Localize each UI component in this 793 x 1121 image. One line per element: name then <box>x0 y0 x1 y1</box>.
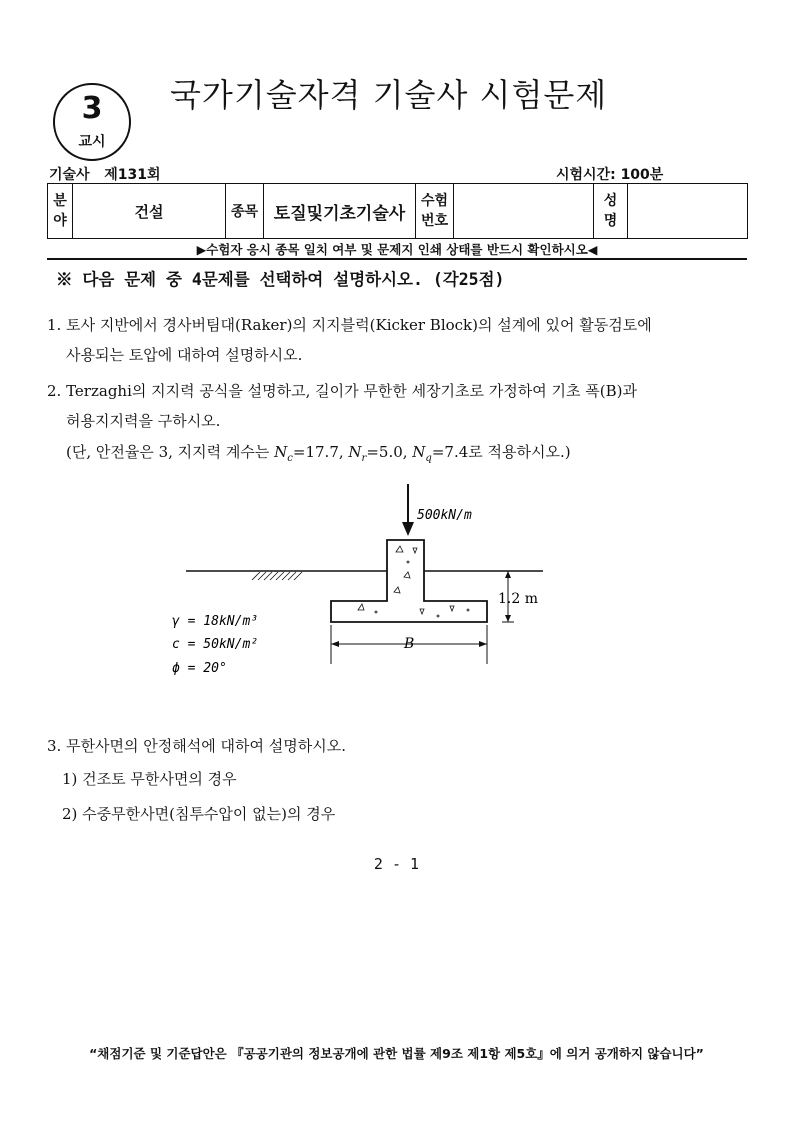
field-value: 건설 <box>73 184 226 239</box>
width-label: B <box>404 636 415 652</box>
question-2-line-1: 2. Terzaghi의 지지력 공식을 설명하고, 길이가 무한한 세장기초로 가정하여 기초 폭(B)과 <box>47 382 637 400</box>
field-label: 분 야 <box>48 184 73 239</box>
divider <box>47 258 747 260</box>
question-3-line-1: 3. 무한사면의 안정해석에 대하여 설명하시오. <box>47 737 346 755</box>
condition-prefix: (단, 안전율은 3, 지지력 계수는 <box>66 443 275 461</box>
depth-label: 1.2 m <box>498 591 538 607</box>
notice: ▶수험자 응시 종목 일치 여부 및 문제지 인쇄 상태를 반드시 확인하시오◀ <box>196 242 598 257</box>
question-1-line-1: 1. 토사 지반에서 경사버팀대(Raker)의 지지블럭(Kicker Block)의 설계에 있어 활동검토에 <box>47 316 652 334</box>
exam-time: 시험시간: 100분 <box>556 167 664 183</box>
instruction: ※ 다음 문제 중 4문제를 선택하여 설명하시오. (각25점) <box>56 270 505 289</box>
load-arrowhead <box>402 522 414 536</box>
question-2-line-2: 허용지지력을 구하시오. <box>66 412 221 430</box>
period-number: 3 <box>81 91 103 126</box>
nr-value: =5.0, <box>366 443 413 461</box>
unit-weight-label: γ = 18kN/m³ <box>172 614 259 629</box>
nc-subscript: c <box>287 453 293 464</box>
footer-notice: “채점기준 및 기준답안은 『공공기관의 정보공개에 관한 법률 제9조 제1항 제5호』에 의거 공개하지 않습니다” <box>89 1046 704 1061</box>
nq-subscript: q <box>425 453 432 464</box>
nq-value: =7.4로 적용하시오.) <box>431 443 571 461</box>
period-badge <box>53 83 131 161</box>
name-label: 성 명 <box>594 184 628 239</box>
examinee-number-field[interactable] <box>454 184 594 239</box>
exam-info-table <box>47 183 748 239</box>
name-field[interactable] <box>628 184 748 239</box>
footing-outline <box>331 540 487 622</box>
nr-subscript: r <box>361 453 367 464</box>
footing-diagram <box>168 482 568 702</box>
friction-angle-label: ϕ = 20° <box>172 661 227 676</box>
page-title: 국가기술자격 기술사 시험문제 <box>170 76 608 114</box>
nc-value: =17.7, <box>292 443 349 461</box>
nr-symbol: N <box>348 443 362 461</box>
exam-round: 기술사 제131회 <box>49 167 161 183</box>
nc-symbol: N <box>274 443 288 461</box>
type-value: 토질및기초기술사 <box>264 184 416 239</box>
question-1-line-2: 사용되는 토압에 대하여 설명하시오. <box>66 346 303 364</box>
load-label: 500kN/m <box>417 508 472 523</box>
page-number: 2 - 1 <box>373 855 420 873</box>
question-3-sub-2: 2) 수중무한사면(침투수압이 없는)의 경우 <box>62 805 336 823</box>
question-2-condition <box>66 437 571 474</box>
nq-symbol: N <box>412 443 426 461</box>
soil-hatching <box>252 572 302 580</box>
question-3-sub-1: 1) 건조토 무한사면의 경우 <box>62 770 237 788</box>
cohesion-label: c = 50kN/m² <box>172 637 259 652</box>
period-label: 교시 <box>78 134 106 150</box>
type-label: 종목 <box>226 184 264 239</box>
examinee-number-label: 수험 번호 <box>416 184 454 239</box>
